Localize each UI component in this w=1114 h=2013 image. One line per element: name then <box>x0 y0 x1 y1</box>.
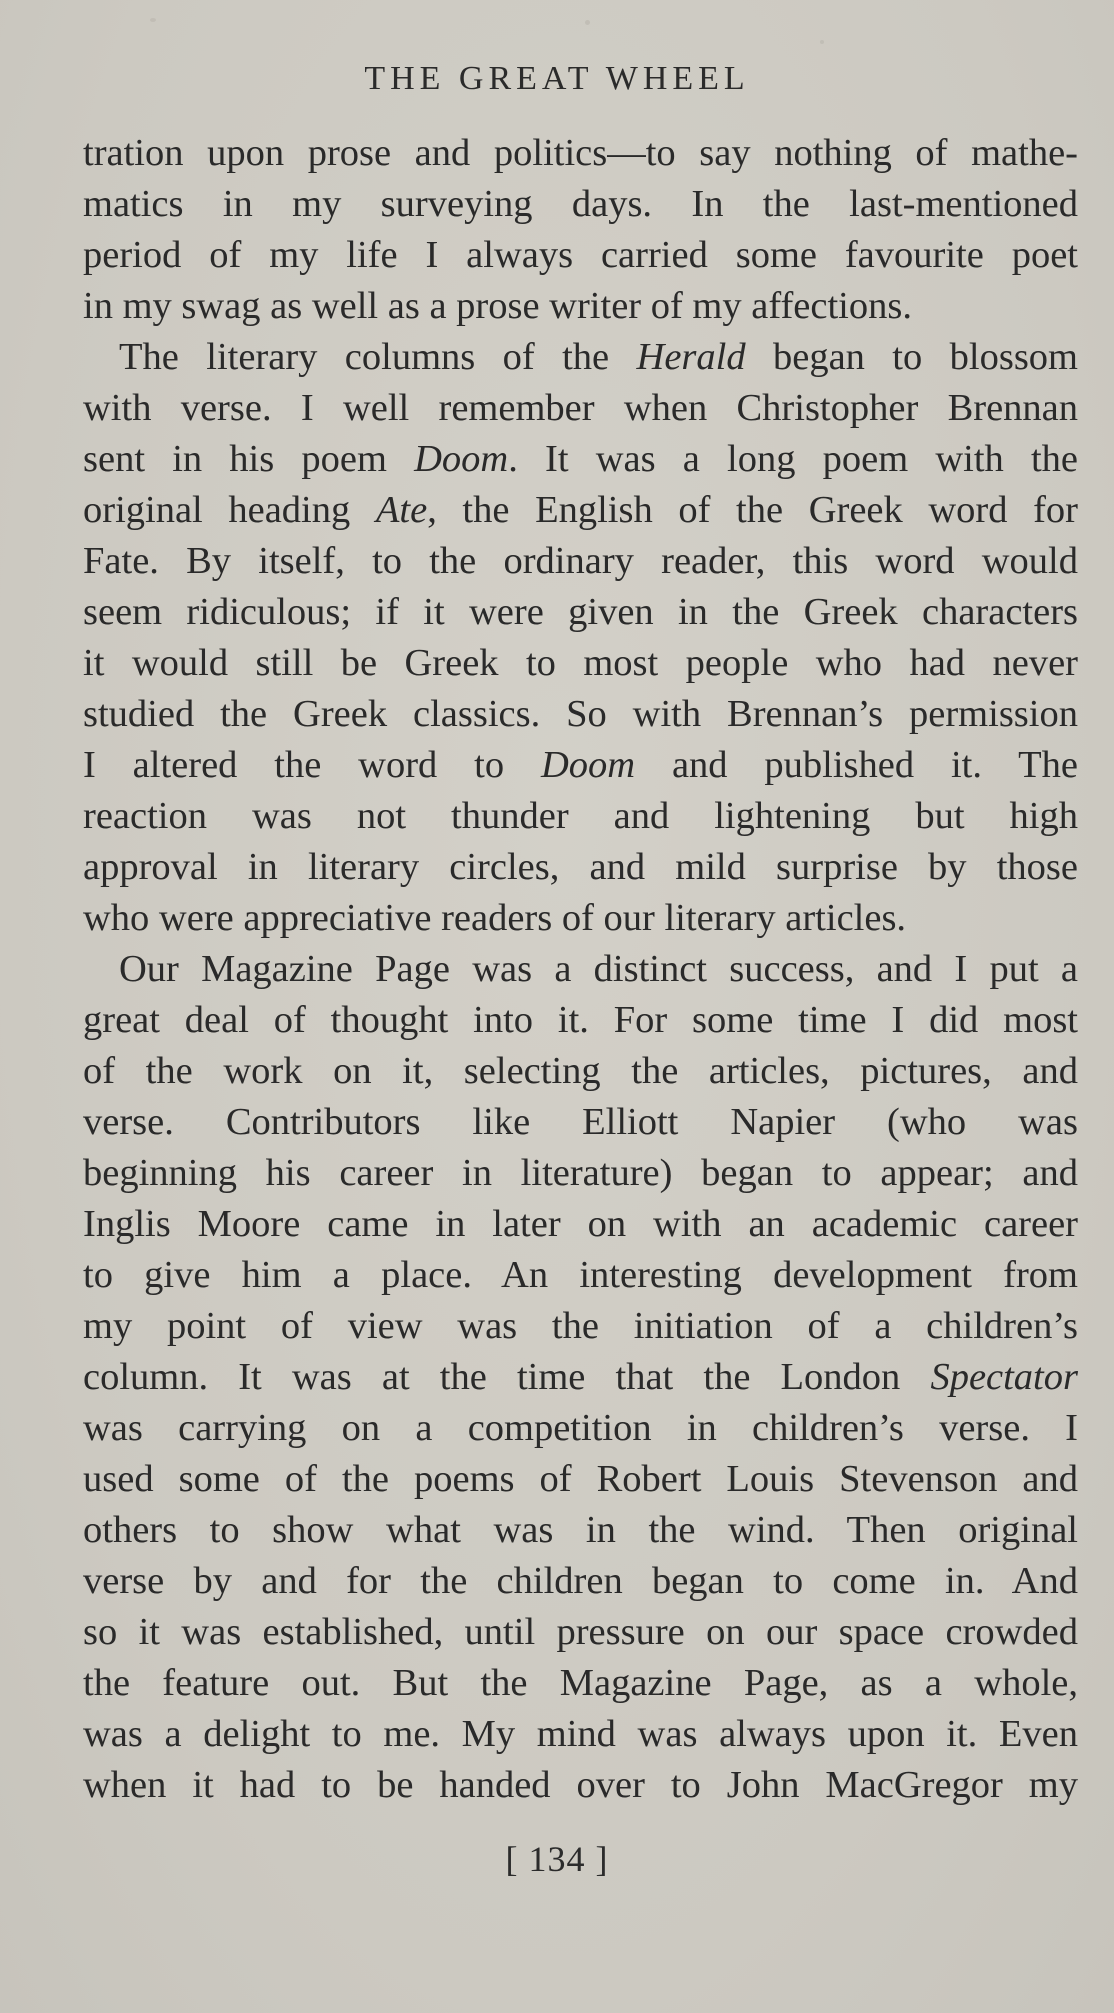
body-text <box>83 128 1078 1811</box>
text-line: approval in literary circles, and mild surprise by those <box>83 846 1078 888</box>
text-line: reaction was not thunder and lightening but high <box>83 795 1078 837</box>
italic-term: Ate <box>375 489 428 531</box>
page-number: [ 134 ] <box>505 1839 609 1879</box>
text-line: with verse. I well remember when Christopher Brennan <box>83 387 1078 429</box>
text-line: the feature out. But the Magazine Page, as a whole, <box>83 1662 1078 1704</box>
text-line: seem ridiculous; if it were given in the Greek characters <box>83 591 1078 633</box>
text-line: to give him a place. An interesting development from <box>83 1254 1078 1296</box>
text-line: tration upon prose and politics—to say nothing of mathe- <box>83 132 1078 174</box>
italic-term: Herald <box>636 336 746 378</box>
text-line: so it was established, until pressure on our space crowded <box>83 1611 1078 1653</box>
text-line: others to show what was in the wind. Then original <box>83 1509 1078 1551</box>
text-line: of the work on it, selecting the articles, pictures, and <box>83 1050 1078 1092</box>
text-line: original heading Ate, the English of the Greek word for <box>83 489 1079 531</box>
text-line: was a delight to me. My mind was always upon it. Even <box>83 1713 1078 1755</box>
text-line: I altered the word to Doom and published it. The <box>83 744 1079 786</box>
text-line: it would still be Greek to most people who had never <box>83 642 1078 684</box>
text-line: Fate. By itself, to the ordinary reader, this word would <box>83 540 1078 582</box>
italic-term: Doom <box>540 744 636 786</box>
text-line: my point of view was the initiation of a children’s <box>83 1305 1078 1347</box>
text-line: studied the Greek classics. So with Brennan’s permission <box>83 693 1078 735</box>
text-line: in my swag as well as a prose writer of my affections. <box>83 285 912 327</box>
italic-term: Doom <box>414 438 509 480</box>
text-line: great deal of thought into it. For some time I did most <box>83 999 1078 1041</box>
text-line: column. It was at the time that the London Spectator <box>83 1356 1078 1398</box>
italic-term: Spectator <box>930 1356 1078 1398</box>
text-line: Inglis Moore came in later on with an academic career <box>83 1203 1078 1245</box>
text-line: period of my life I always carried some favourite poet <box>83 234 1078 276</box>
paper-speck <box>150 18 156 22</box>
text-line: verse by and for the children began to come in. And <box>83 1560 1078 1602</box>
text-line: who were appreciative readers of our literary articles. <box>83 897 907 939</box>
text-line: verse. Contributors like Elliott Napier (who was <box>83 1101 1078 1143</box>
paper-speck <box>585 20 590 25</box>
text-line: sent in his poem Doom. It was a long poem with the <box>83 438 1078 480</box>
paper-speck <box>820 40 824 44</box>
text-line: was carrying on a competition in children’s verse. I <box>83 1407 1078 1449</box>
text-line: matics in my surveying days. In the last-mentioned <box>83 183 1078 225</box>
running-head: THE GREAT WHEEL <box>364 60 750 97</box>
text-line: when it had to be handed over to John MacGregor my <box>83 1764 1078 1806</box>
text-line: used some of the poems of Robert Louis Stevenson and <box>83 1458 1078 1500</box>
text-line: beginning his career in literature) began to appear; and <box>83 1152 1078 1194</box>
text-line: Our Magazine Page was a distinct success, and I put a <box>119 948 1078 990</box>
text-line: The literary columns of the Herald began to blossom <box>119 336 1079 378</box>
